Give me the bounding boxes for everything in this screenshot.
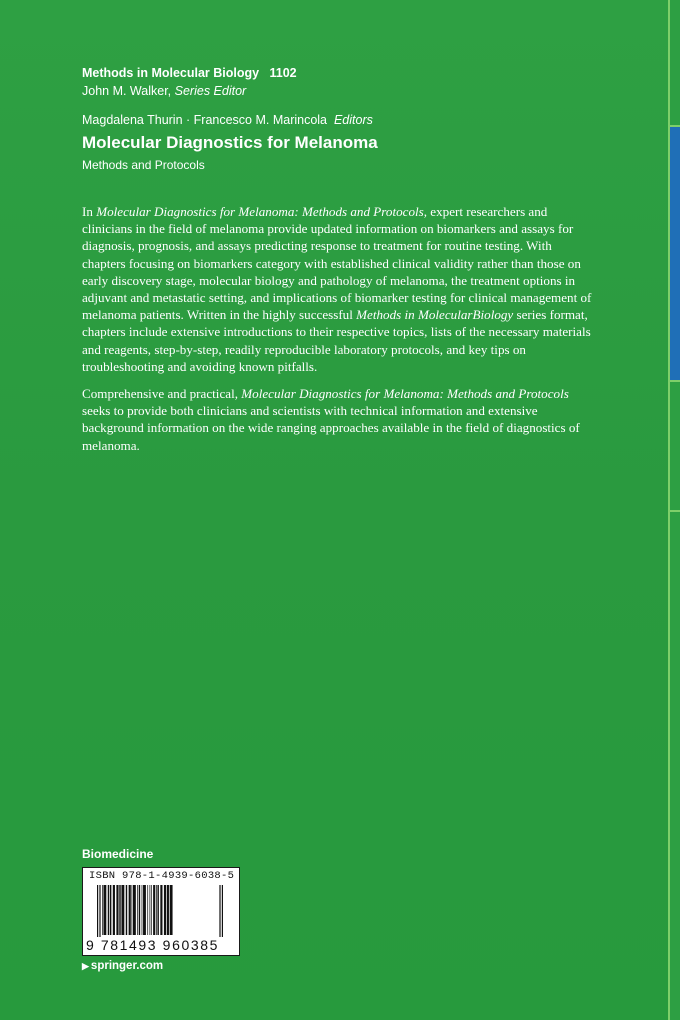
spine-blue-marker (670, 125, 680, 380)
spine-tick (668, 510, 680, 512)
subject-category: Biomedicine (82, 847, 154, 861)
barcode-bar (103, 885, 106, 935)
barcode-bar (110, 885, 111, 935)
barcode-bar (121, 885, 124, 935)
publisher-link[interactable] (82, 960, 163, 972)
series-volume: 1102 (269, 66, 297, 80)
book-editors-role: Editors (333, 113, 373, 127)
barcode-bar (156, 885, 157, 935)
description-paragraph-1 (82, 203, 596, 375)
barcode-bar (126, 885, 127, 935)
barcode-bars (97, 885, 225, 937)
p2-run: Comprehensive and practical, (82, 386, 242, 402)
barcode-bar (132, 885, 133, 935)
barcode-bar (147, 885, 148, 935)
book-editors-names: Magdalena Thurin · Francesco M. Marincola (82, 113, 328, 127)
p1-run: In (82, 204, 97, 219)
book-title: Molecular Diagnostics for Melanoma (82, 133, 378, 152)
book-subtitle: Methods and Protocols (82, 158, 205, 172)
p1-run: , expert researchers and clinicians in the field of melanoma provide updated information on biomarkers and assays for diagnosis, prognosis, and assays predicting response to treatment for routine testing. With chapters focusing on biomarkers category with established clinical validity rather than those on early discovery stage, molecular biology and pathology of melanoma, the treatment options in adjuvant and metastatic setting, and implications of biomarker testing for clinical management of melanoma patients. Written in the highly successful (82, 204, 592, 323)
barcode-bar (113, 885, 115, 935)
barcode-bar (164, 885, 166, 935)
barcode-guard-bar (99, 885, 100, 937)
p1-run: Molecular Diagnostics for Melanoma: Methods and Protocols (96, 204, 424, 219)
book-editors (82, 113, 373, 127)
barcode-guard-bar (222, 885, 223, 937)
spine-tick (668, 125, 680, 127)
series-name: Methods in Molecular Biology (82, 66, 260, 80)
barcode-number: 9 781493 960385 (86, 937, 219, 953)
barcode-bar (119, 885, 120, 935)
isbn-label: ISBN 978-1-4939-6038-5 (89, 870, 235, 882)
barcode-bar (129, 885, 131, 935)
spine-tick (668, 380, 680, 382)
barcode-bar (102, 885, 103, 935)
barcode-bar (170, 885, 173, 935)
description-paragraph-2 (82, 385, 596, 454)
barcode-bar (143, 885, 146, 935)
publisher-url: springer.com (90, 960, 164, 972)
p2-run: seeks to provide both clinicians and scientists with technical information and extensive background information on the wide ranging approaches available in the field of diagnostics of melanoma. (82, 403, 580, 453)
barcode-guard-bar (97, 885, 98, 937)
p1-run: series format, chapters include extensive introductions to their respective topics, lists of the necessary materials and reagents, step-by-step, readily reproducible laboratory protocols, and key tips on troubleshooting and avoiding known pitfalls. (82, 307, 591, 374)
barcode-guard-bar (219, 885, 220, 937)
barcode-bar (137, 885, 138, 935)
barcode-bar (116, 885, 118, 935)
p1-run: Methods in MolecularBiology (356, 307, 514, 323)
p2-run: Molecular Diagnostics for Melanoma: Methods and Protocols (241, 386, 569, 402)
series-editor-role: Series Editor (174, 84, 247, 98)
barcode-bar (142, 885, 143, 935)
spine-edge (668, 0, 680, 1020)
barcode-bar (108, 885, 109, 935)
description (82, 203, 596, 464)
series-editor-name: John M. Walker, (82, 84, 172, 98)
barcode-bar (150, 885, 151, 935)
isbn-barcode (82, 867, 240, 956)
triangle-right-icon: ▶ (82, 961, 89, 971)
barcode-bar (139, 885, 140, 935)
barcode-bar (157, 885, 158, 935)
series-title (82, 66, 297, 80)
barcode-bar (133, 885, 136, 935)
barcode-bar (167, 885, 169, 935)
barcode-bar (153, 885, 155, 935)
series-editor (82, 84, 246, 98)
barcode-bar (160, 885, 162, 935)
barcode-bar (151, 885, 152, 935)
